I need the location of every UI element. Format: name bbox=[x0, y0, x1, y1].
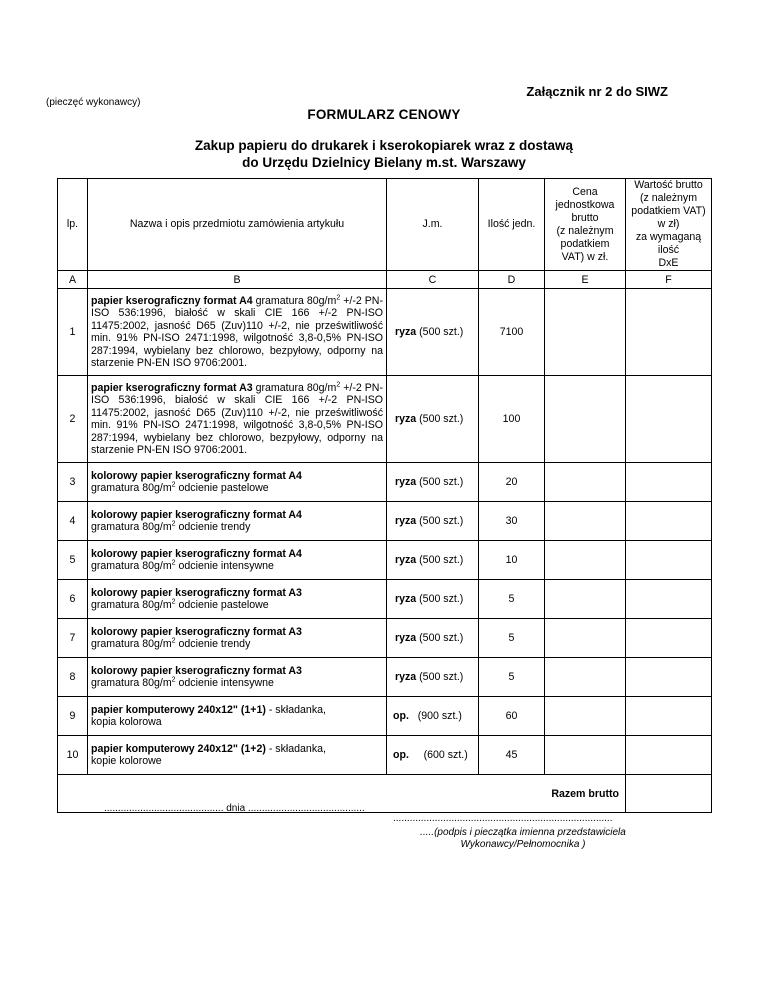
unit-size: (600 szt.) bbox=[423, 749, 468, 761]
item-desc: +/-2 PN-ISO 536:1996, białość w skali CIE 166 +/-2 PN-ISO 11475:2002, jasność D65 (Zuv)110 +/-2, nie prześwitliwość min. 91% PN-ISO 2471:1998, wilgotność 3,8-0,5% PN-ISO 287:1994, wybielany bez chlorowo, bezpyłowy, odporny na starzenie PN-EN ISO 9706:2001. bbox=[91, 294, 383, 369]
row-qty: 10 bbox=[479, 541, 545, 580]
col-header-value bbox=[626, 179, 712, 271]
row-qty: 30 bbox=[479, 502, 545, 541]
unit-size: (500 szt.) bbox=[416, 593, 464, 605]
price-cell[interactable] bbox=[545, 289, 626, 376]
item-spec: gramatura 80g/m bbox=[91, 482, 172, 494]
item-desc: odcienie intensywne bbox=[175, 677, 274, 689]
row-description bbox=[88, 580, 387, 619]
row-unit bbox=[387, 289, 479, 376]
unit-name: op. bbox=[393, 749, 409, 761]
unit-size: (500 szt.) bbox=[416, 632, 464, 644]
value-cell[interactable] bbox=[626, 619, 712, 658]
item-name: kolorowy papier kserograficzny format A4 bbox=[91, 508, 302, 521]
item-spec: gramatura 80g/m bbox=[252, 381, 337, 394]
row-unit bbox=[387, 697, 479, 736]
value-line: w zł) bbox=[657, 218, 680, 230]
row-unit bbox=[387, 619, 479, 658]
row-lp: 10 bbox=[58, 736, 88, 775]
table-row bbox=[58, 541, 712, 580]
value-cell[interactable] bbox=[626, 376, 712, 463]
unit-name: ryza bbox=[395, 593, 417, 605]
row-lp: 2 bbox=[58, 376, 88, 463]
unit-name: ryza bbox=[395, 476, 417, 488]
superscript: 2 bbox=[171, 676, 176, 684]
item-name: papier komputerowy 240x12" (1+1) bbox=[91, 703, 266, 716]
table-row bbox=[58, 619, 712, 658]
col-header-lp: lp. bbox=[58, 179, 88, 271]
superscript: 2 bbox=[336, 380, 341, 388]
row-description bbox=[88, 376, 387, 463]
table-row bbox=[58, 736, 712, 775]
signature-caption-line: Wykonawcy/Pełnomocnika ) bbox=[460, 839, 586, 850]
price-cell[interactable] bbox=[545, 463, 626, 502]
item-desc: odcienie trendy bbox=[175, 521, 251, 533]
page-heading bbox=[0, 137, 768, 171]
col-header-jm: J.m. bbox=[387, 179, 479, 271]
unit-size: (500 szt.) bbox=[416, 476, 464, 488]
item-name: kolorowy papier kserograficzny format A3 bbox=[91, 625, 302, 638]
stamp-label: (pieczęć wykonawcy) bbox=[46, 97, 141, 108]
row-qty: 60 bbox=[479, 697, 545, 736]
item-name: kolorowy papier kserograficzny format A4 bbox=[91, 469, 302, 482]
row-description bbox=[88, 697, 387, 736]
value-cell[interactable] bbox=[626, 658, 712, 697]
row-unit bbox=[387, 658, 479, 697]
price-cell[interactable] bbox=[545, 697, 626, 736]
col-header-name: Nazwa i opis przedmiotu zamówienia artykułu bbox=[88, 179, 387, 271]
value-line: (z należnym bbox=[639, 192, 698, 204]
date-place-line: ........................................... dnia .......................................... bbox=[104, 803, 365, 814]
row-description bbox=[88, 502, 387, 541]
unit-size: (500 szt.) bbox=[416, 554, 464, 566]
value-line: za wymaganą ilość bbox=[635, 231, 702, 256]
total-value-cell[interactable] bbox=[626, 775, 712, 813]
item-spec: gramatura 80g/m bbox=[91, 599, 172, 611]
superscript: 2 bbox=[171, 481, 176, 489]
unit-name: op. bbox=[393, 710, 409, 722]
item-name: kolorowy papier kserograficzny format A3 bbox=[91, 586, 302, 599]
row-qty: 5 bbox=[479, 580, 545, 619]
price-cell[interactable] bbox=[545, 658, 626, 697]
value-cell[interactable] bbox=[626, 541, 712, 580]
header-row bbox=[58, 179, 712, 271]
signature-line: ............................................................................... bbox=[393, 813, 613, 824]
table-row bbox=[58, 289, 712, 376]
item-desc: kopie kolorowe bbox=[91, 755, 162, 767]
row-lp: 4 bbox=[58, 502, 88, 541]
col-letter: A bbox=[58, 271, 88, 289]
row-description bbox=[88, 289, 387, 376]
value-cell[interactable] bbox=[626, 736, 712, 775]
superscript: 2 bbox=[171, 598, 176, 606]
unit-size: (500 szt.) bbox=[416, 515, 464, 527]
row-unit bbox=[387, 541, 479, 580]
form-title: FORMULARZ CENOWY bbox=[307, 107, 461, 122]
row-unit bbox=[387, 463, 479, 502]
item-desc: +/-2 PN-ISO 536:1996, białość w skali CIE 166 +/-2 PN-ISO 11475:2002, jasność D65 (Zuv)110 +/-2, nie prześwitliwość min. 91% PN-ISO 2471:1998, wilgotność 3,8-0,5% PN-ISO 287:1994, wybielany bez chlorowo, bezpyłowy, odporny na starzenie PN-EN ISO 9706:2001. bbox=[91, 381, 383, 456]
row-unit bbox=[387, 736, 479, 775]
unit-name: ryza bbox=[395, 632, 417, 644]
table-row bbox=[58, 697, 712, 736]
signature-caption-line: .....(podpis i pieczątka imienna przedstawiciela bbox=[420, 827, 626, 838]
superscript: 2 bbox=[171, 637, 176, 645]
heading-line-2: do Urzędu Dzielnicy Bielany m.st. Warszawy bbox=[242, 155, 526, 170]
row-qty: 100 bbox=[479, 376, 545, 463]
col-letter: F bbox=[626, 271, 712, 289]
item-spec: gramatura 80g/m bbox=[91, 521, 172, 533]
signature-caption bbox=[393, 827, 653, 851]
unit-name: ryza bbox=[395, 515, 417, 527]
table-row bbox=[58, 502, 712, 541]
unit-name: ryza bbox=[395, 671, 417, 683]
heading-line-1: Zakup papieru do drukarek i kserokopiarek wraz z dostawą bbox=[194, 138, 574, 153]
item-spec: - składanka, bbox=[265, 742, 326, 755]
row-lp: 5 bbox=[58, 541, 88, 580]
table-row bbox=[58, 658, 712, 697]
item-desc: odcienie intensywne bbox=[175, 560, 274, 572]
unit-size: (900 szt.) bbox=[417, 710, 462, 722]
row-qty: 45 bbox=[479, 736, 545, 775]
row-qty: 20 bbox=[479, 463, 545, 502]
item-desc: odcienie pastelowe bbox=[175, 482, 269, 494]
item-name: papier kserograficzny format A3 bbox=[91, 381, 253, 394]
item-name: papier komputerowy 240x12" (1+2) bbox=[91, 742, 266, 755]
price-line: brutto bbox=[571, 211, 599, 224]
price-cell[interactable] bbox=[545, 541, 626, 580]
value-line: DxE bbox=[658, 257, 679, 269]
price-table bbox=[57, 178, 712, 813]
row-unit bbox=[387, 376, 479, 463]
superscript: 2 bbox=[171, 520, 176, 528]
row-description bbox=[88, 463, 387, 502]
unit-size: (500 szt.) bbox=[416, 326, 464, 338]
col-letter: D bbox=[479, 271, 545, 289]
price-line: podatkiem bbox=[560, 237, 610, 250]
unit-name: ryza bbox=[395, 413, 417, 425]
item-spec: gramatura 80g/m bbox=[252, 294, 337, 307]
col-letter: C bbox=[387, 271, 479, 289]
row-description bbox=[88, 658, 387, 697]
value-cell[interactable] bbox=[626, 697, 712, 736]
unit-name: ryza bbox=[395, 326, 417, 338]
item-name: kolorowy papier kserograficzny format A3 bbox=[91, 664, 302, 677]
row-lp: 1 bbox=[58, 289, 88, 376]
row-lp: 9 bbox=[58, 697, 88, 736]
price-line: VAT) w zł. bbox=[561, 250, 609, 263]
value-cell[interactable] bbox=[626, 580, 712, 619]
item-desc: odcienie trendy bbox=[175, 638, 251, 650]
item-spec: gramatura 80g/m bbox=[91, 560, 172, 572]
row-lp: 3 bbox=[58, 463, 88, 502]
item-desc: odcienie pastelowe bbox=[175, 599, 269, 611]
price-line: jednostkowa bbox=[555, 198, 615, 211]
item-spec: - składanka, bbox=[265, 703, 326, 716]
unit-size: (500 szt.) bbox=[416, 413, 464, 425]
value-line: podatkiem VAT) bbox=[631, 205, 706, 217]
col-header-price bbox=[545, 179, 626, 271]
col-header-qty: Ilość jedn. bbox=[479, 179, 545, 271]
price-cell[interactable] bbox=[545, 502, 626, 541]
total-label: Razem brutto bbox=[551, 787, 619, 800]
unit-size: (500 szt.) bbox=[416, 671, 464, 683]
price-cell[interactable] bbox=[545, 580, 626, 619]
item-desc: kopia kolorowa bbox=[91, 716, 162, 728]
row-description bbox=[88, 619, 387, 658]
row-description bbox=[88, 736, 387, 775]
price-line: Cena bbox=[572, 185, 598, 198]
item-name: papier kserograficzny format A4 bbox=[91, 294, 253, 307]
item-name: kolorowy papier kserograficzny format A4 bbox=[91, 547, 302, 560]
col-letter: B bbox=[88, 271, 387, 289]
value-cell[interactable] bbox=[626, 463, 712, 502]
row-description bbox=[88, 541, 387, 580]
table-row bbox=[58, 463, 712, 502]
table-row bbox=[58, 376, 712, 463]
row-lp: 7 bbox=[58, 619, 88, 658]
table-row bbox=[58, 580, 712, 619]
item-spec: gramatura 80g/m bbox=[91, 677, 172, 689]
value-cell[interactable] bbox=[626, 289, 712, 376]
price-cell[interactable] bbox=[545, 736, 626, 775]
price-cell[interactable] bbox=[545, 376, 626, 463]
price-line: (z należnym bbox=[556, 224, 614, 237]
column-letters-row bbox=[58, 271, 712, 289]
row-qty: 5 bbox=[479, 658, 545, 697]
superscript: 2 bbox=[336, 293, 341, 301]
row-unit bbox=[387, 580, 479, 619]
unit-name: ryza bbox=[395, 554, 417, 566]
col-letter: E bbox=[545, 271, 626, 289]
price-cell[interactable] bbox=[545, 619, 626, 658]
superscript: 2 bbox=[171, 559, 176, 567]
row-qty: 5 bbox=[479, 619, 545, 658]
value-cell[interactable] bbox=[626, 502, 712, 541]
item-spec: gramatura 80g/m bbox=[91, 638, 172, 650]
row-lp: 8 bbox=[58, 658, 88, 697]
row-unit bbox=[387, 502, 479, 541]
row-lp: 6 bbox=[58, 580, 88, 619]
attachment-label: Załącznik nr 2 do SIWZ bbox=[526, 84, 668, 99]
row-qty: 7100 bbox=[479, 289, 545, 376]
value-line: Wartość brutto bbox=[634, 179, 703, 191]
